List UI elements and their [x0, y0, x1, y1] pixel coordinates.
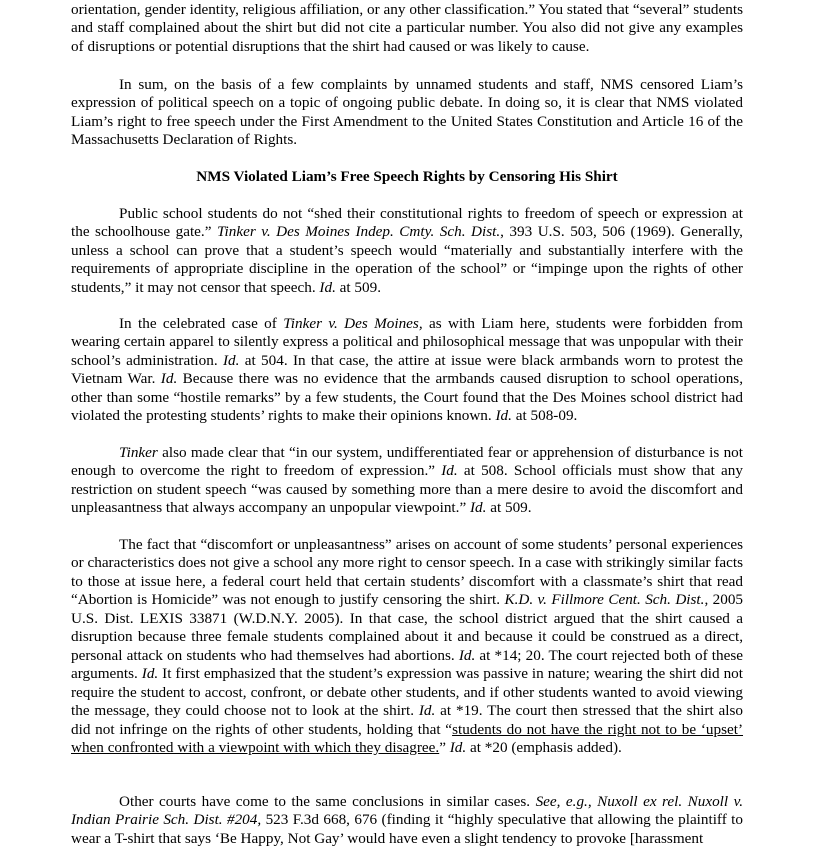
id-citation: Id.: [449, 738, 467, 756]
id-citation: Id.: [418, 702, 436, 720]
text-run: at *20 (emphasis added).: [466, 738, 622, 756]
text-run: Public school students do not “shed their constitutional rights to freedom of speech or expression at the schoolhouse gate.”: [71, 205, 743, 241]
id-citation: Id.: [441, 462, 458, 480]
text-run: at 508-09.: [511, 407, 578, 425]
text-run: at 508. School officials must show that any restriction on student speech “was caused by something more than a mere desire to avoid the discomfort and unpleasantness that always accompany an unpopular viewpoint.”: [71, 462, 743, 517]
text-run: It first emphasized that the student’s expression was passive in nature; wearing the shirt did not require the student to accost, confront, or debate other students, and if other students wanted to avoid viewing the message, they could choose not to look at the shirt.: [71, 665, 743, 720]
id-citation: Id.: [222, 351, 240, 369]
text-run: Because there was no evidence that the armbands caused disruption to school operations, other than some “hostile remarks” by a few students, the Court found that the Des Moines school district had violated the protesting students’ rights to make their opinions known.: [71, 370, 744, 425]
text-run: , 393 U.S. 503, 506 (1969). Generally, unless a school can prove that a student’s speech would “materially and substantially interfere with the requirements of appropriate discipline in the operation of the school” or “impinge upon the rights of other students,” it may not censor that speech.: [71, 223, 743, 296]
text-run: In sum, on the basis of a few complaints by unnamed students and staff, NMS censored Liam’s expression of political speech on a topic of ongoing public debate. In doing so, it is clear that NMS violated Liam’s right to free speech under the First Amendment to the United States Constitution and Article 16 of the Massachusetts Declaration of Rights.: [71, 76, 743, 149]
id-citation: Id.: [458, 646, 476, 664]
text-run: at *19. The court then stressed that the shirt also did not infringe on the rights of other students, holding that “: [71, 702, 743, 738]
id-citation: Id.: [160, 370, 178, 388]
id-citation: Id.: [469, 499, 487, 517]
text-run: In the celebrated case of: [119, 315, 284, 332]
text-run: orientation, gender identity, religious affiliation, or any other classification.” You stated that “several” students and staff complained about the shirt but did not cite a particular number. You also did not give any examples of disruptions or potential disruptions that the shirt had caused or was likely to cause.: [71, 1, 743, 55]
text-run: , 2005 U.S. Dist. LEXIS 33871 (W.D.N.Y. 2005). In that case, the school district argued that the shirt caused a disruption because three female students complained about it and because it could be construed as a direct, personal attack on students who had themselves had abortions.: [71, 591, 744, 664]
case-citation: See, e.g., Nuxoll ex rel. Nuxoll v. Indian Prairie Sch. Dist. #204,: [71, 793, 744, 829]
id-citation: Id.: [141, 665, 159, 683]
text-run: at 509.: [335, 278, 382, 296]
text-run: at 509.: [486, 499, 532, 517]
case-citation: K.D. v. Fillmore Cent. Sch. Dist.: [504, 591, 705, 609]
text-run: at *14; 20. The court rejected both of these arguments.: [71, 646, 743, 683]
text-run: as with Liam here, students were forbidden from wearing certain apparel to silently express a political and philosophical message that was unpopular with their school’s administration.: [71, 315, 743, 369]
case-citation: Tinker v. Des Moines,: [283, 315, 423, 332]
text-run: Other courts have come to the same conclusions in similar cases.: [119, 793, 536, 810]
paragraph-public-school-students: [71, 205, 743, 297]
id-citation: Id.: [319, 278, 336, 296]
paragraph-celebrated-case: [71, 315, 743, 426]
case-citation: Tinker: [119, 444, 158, 461]
paragraph-complaints-detail: [71, 1, 743, 56]
id-citation: Id.: [495, 407, 512, 425]
paragraph-other-courts: [71, 793, 743, 848]
paragraph-discomfort: [71, 536, 743, 757]
paragraph-tinker-also: [71, 444, 743, 518]
section-heading: NMS Violated Liam’s Free Speech Rights by Censoring His Shirt: [196, 168, 618, 185]
text-run: 523 F.3d 668, 676 (finding it “highly speculative that allowing the plaintiff to wear a T-shirt that says ‘Be Happy, Not Gay’ would have even a slight tendency to provoke [harassment: [71, 811, 743, 847]
underlined-quote: students do not have the right not to be ‘upset’ when confronted with a viewpoint with which they disagree.: [71, 720, 744, 756]
paragraph-in-sum: [71, 76, 743, 150]
text-run: at 504. In that case, the attire at issue were black armbands worn to protest the Vietnam War.: [71, 351, 743, 388]
case-citation: Tinker v. Des Moines Indep. Cmty. Sch. Dist.: [216, 223, 501, 241]
text-run: also made clear that “in our system, undifferentiated fear or apprehension of disturbance is not enough to overcome the right to freedom of expression.”: [71, 444, 743, 480]
text-run: ”: [439, 738, 450, 756]
text-run: The fact that “discomfort or unpleasantness” arises on account of some students’ personal experiences or characteristics does not give a school any more right to censor speech. In a case with strikingly similar facts to those at issue here, a federal court held that certain students’ discomfort with a classmate’s shirt that read “Abortion is Homicide” was not enough to justify censoring the shirt.: [71, 536, 743, 609]
